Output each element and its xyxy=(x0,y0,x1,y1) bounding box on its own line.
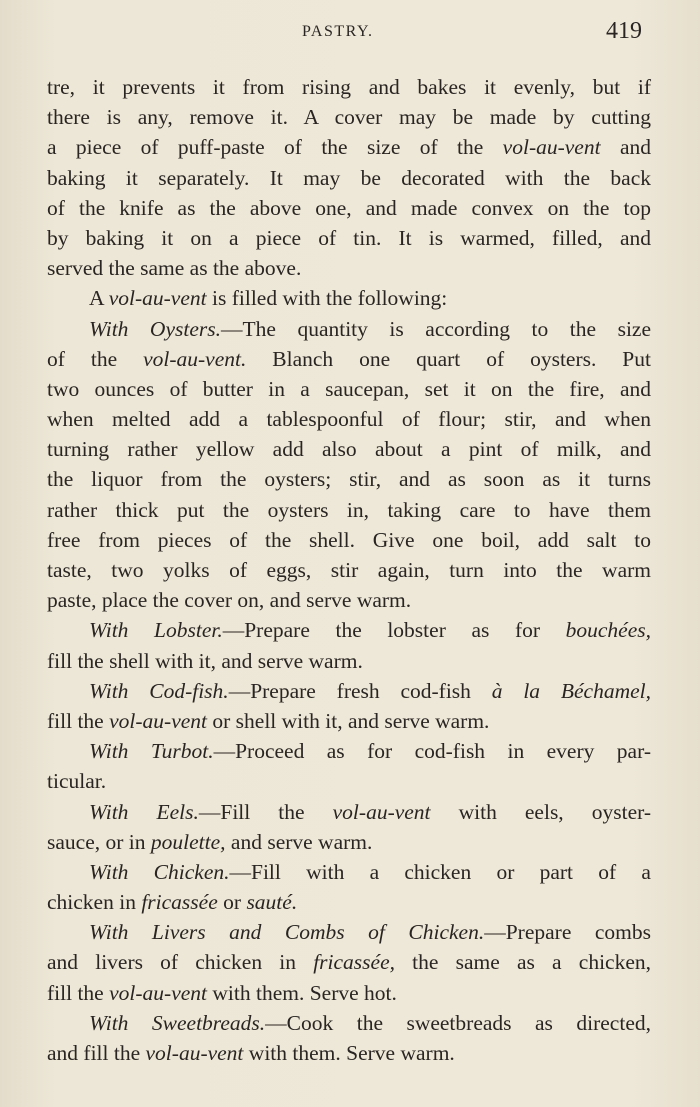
text-line xyxy=(47,947,651,977)
text-line xyxy=(47,706,651,736)
text-run: —Cook the sweetbreads as directed, xyxy=(265,1010,651,1035)
text-line xyxy=(47,917,651,947)
text-run: with them. Serve warm. xyxy=(243,1041,455,1065)
text-line xyxy=(47,72,651,102)
italic-text: With Cod-fish. xyxy=(89,678,229,703)
text-run: —Prepare the lobster as for xyxy=(222,618,566,643)
italic-text: vol-au-vent xyxy=(502,135,601,160)
italic-text: With Oysters. xyxy=(89,316,221,341)
italic-text: vol-au-vent xyxy=(108,286,207,311)
text-run: or xyxy=(217,890,247,915)
text-line xyxy=(47,193,651,223)
text-line xyxy=(47,766,651,796)
text-line xyxy=(47,857,651,887)
text-line xyxy=(47,223,651,253)
text-line xyxy=(47,374,651,404)
text-run: paste, place the cover on, and serve warm. xyxy=(47,588,412,613)
text-run: fill the xyxy=(47,980,110,1005)
text-line xyxy=(47,676,651,706)
text-run: of the knife as the above one, and made convex on the top xyxy=(47,195,651,220)
italic-text: vol-au-vent xyxy=(332,799,431,824)
text-run: the same as a chicken, xyxy=(395,950,652,975)
text-run: with eels, oyster- xyxy=(430,799,652,824)
text-run: A xyxy=(89,286,109,311)
text-line xyxy=(47,978,651,1008)
italic-text: fricassée, xyxy=(313,950,395,975)
text-run: chicken in xyxy=(47,890,142,915)
italic-text: vol-au-vent. xyxy=(143,346,247,371)
page-number: 419 xyxy=(606,18,642,44)
text-run: by baking it on a piece of tin. It is warmed, filled, and xyxy=(47,225,651,250)
italic-text: With Turbot. xyxy=(89,739,214,764)
text-line xyxy=(47,163,651,193)
italic-text: vol-au-vent xyxy=(145,1041,244,1065)
text-run: Blanch one quart of oysters. Put xyxy=(246,346,651,371)
text-line xyxy=(47,132,651,162)
text-line xyxy=(47,887,651,917)
text-run: served the same as the above. xyxy=(47,256,302,281)
text-run: and fill the xyxy=(47,1041,146,1065)
italic-text: With Sweetbreads. xyxy=(89,1010,266,1035)
italic-text: With Eels. xyxy=(89,799,199,824)
text-run: a piece of puff-paste of the size of the xyxy=(47,135,503,160)
text-run: and livers of chicken in xyxy=(47,950,314,975)
text-run: with them. Serve hot. xyxy=(207,980,397,1005)
text-line xyxy=(47,525,651,555)
text-run: —The quantity is according to the size xyxy=(221,316,651,341)
italic-text: vol-au-vent xyxy=(109,980,208,1005)
running-title: PASTRY. xyxy=(302,23,374,40)
text-run: —Prepare combs xyxy=(484,920,651,945)
text-line xyxy=(47,827,651,857)
italic-text: bouchées, xyxy=(565,618,651,643)
italic-text: à la Béchamel, xyxy=(491,678,652,703)
text-line xyxy=(47,585,651,615)
italic-text: sauté. xyxy=(246,890,298,915)
text-run: of the xyxy=(47,346,144,371)
text-run: or shell with it, and serve warm. xyxy=(207,708,490,733)
text-line xyxy=(47,283,651,313)
text-line xyxy=(47,1008,651,1038)
text-run: baking it separately. It may be decorated with the back xyxy=(47,165,651,190)
text-run: —Prepare fresh cod-fish xyxy=(228,678,492,703)
text-run: fill the xyxy=(47,708,110,733)
text-run: —Fill the xyxy=(198,799,333,824)
text-line xyxy=(47,404,651,434)
text-run: rather thick put the oysters in, taking care to have them xyxy=(47,497,651,522)
text-line xyxy=(47,464,651,494)
text-run: fill the shell with it, and serve warm. xyxy=(47,648,363,673)
text-run: when melted add a tablespoonful of flour; stir, and when xyxy=(47,407,651,432)
text-line xyxy=(47,495,651,525)
text-run: the liquor from the oysters; stir, and as soon as it turns xyxy=(47,467,651,492)
text-run: is filled with the following: xyxy=(206,286,448,311)
italic-text: With Chicken. xyxy=(89,859,230,884)
italic-text: poulette, xyxy=(150,829,226,854)
text-line xyxy=(47,314,651,344)
text-run: taste, two yolks of eggs, stir again, turn into the warm xyxy=(47,558,651,582)
text-run: and xyxy=(600,135,651,160)
text-run: ticular. xyxy=(47,769,107,794)
text-run: turning rather yellow add also about a pint of milk, and xyxy=(47,437,651,462)
text-line xyxy=(47,615,651,645)
text-run: there is any, remove it. A cover may be made by cutting xyxy=(47,105,651,130)
italic-text: vol-au-vent xyxy=(109,708,208,733)
text-run: free from pieces of the shell. Give one boil, add salt to xyxy=(47,527,651,552)
text-line xyxy=(47,646,651,676)
text-line xyxy=(47,102,651,132)
text-run: —Proceed as for cod-fish in every par- xyxy=(213,739,651,764)
italic-text: With Livers and Combs of Chicken. xyxy=(89,920,485,945)
text-run: and serve warm. xyxy=(225,829,373,854)
text-line xyxy=(47,555,651,585)
running-head xyxy=(0,18,700,48)
italic-text: With Lobster. xyxy=(89,618,223,643)
text-run: sauce, or in xyxy=(47,829,151,854)
italic-text: fricassée xyxy=(141,890,218,915)
text-line xyxy=(47,797,651,827)
text-line xyxy=(47,1038,651,1068)
text-run: two ounces of butter in a saucepan, set it on the fire, and xyxy=(47,376,651,401)
text-line xyxy=(47,434,651,464)
text-line xyxy=(47,253,651,283)
text-line xyxy=(47,344,651,374)
text-run: —Fill with a chicken or part of a xyxy=(229,859,651,884)
text-run: tre, it prevents it from rising and bakes it evenly, but if xyxy=(47,75,651,99)
text-line xyxy=(47,736,651,766)
body-text xyxy=(47,72,651,1068)
